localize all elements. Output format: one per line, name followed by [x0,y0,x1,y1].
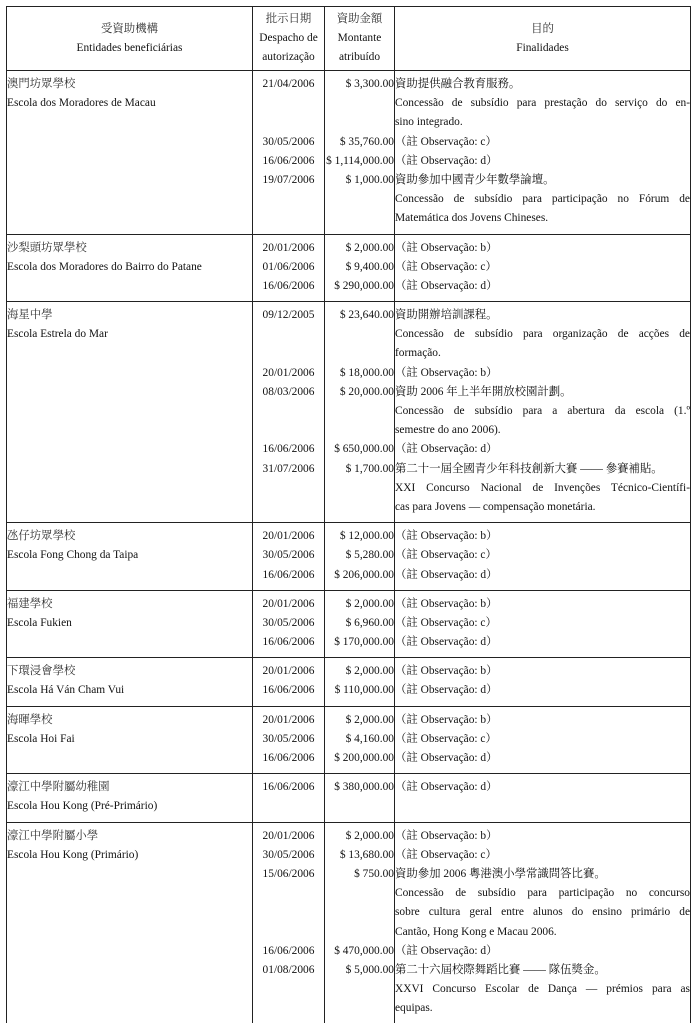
purpose-line: XXVI Concurso Escolar de Dança — prémios para as [395,980,690,999]
grant-date: 30/05/2006 [253,730,324,749]
entity-name-zh: 沙梨頭坊眾學校 [7,239,252,258]
table-row [7,774,691,822]
grant-date: 20/01/2006 [253,662,324,681]
grant-date: 20/01/2006 [253,364,324,383]
header-date [253,7,325,71]
date-cell [253,71,325,235]
purpose-line: （註 Observação: d） [395,277,690,296]
purpose-line: （註 Observação: c） [395,614,690,633]
purpose-line: （註 Observação: d） [395,566,690,585]
purpose-line: （註 Observação: b） [395,239,690,258]
grant-amount: $ 9,400.00 [325,258,394,277]
grant-amount: $ 12,000.00 [325,527,394,546]
grant-date: 01/06/2006 [253,258,324,277]
entity-name-zh: 氹仔坊眾學校 [7,527,252,546]
grant-date: 15/06/2006 [253,865,324,884]
header-amount-pt2: atribuído [327,48,392,67]
entity-name-pt: Escola Hou Kong (Pré-Primário) [7,797,252,816]
purpose-line: （註 Observação: c） [395,258,690,277]
entity-name-pt: Escola Hou Kong (Primário) [7,846,252,865]
grant-date: 30/05/2006 [253,846,324,865]
purpose-line: （註 Observação: b） [395,595,690,614]
grant-date: 16/06/2006 [253,440,324,459]
grant-amount: $ 20,000.00 [325,383,394,402]
purpose-line: （註 Observação: b） [395,662,690,681]
grant-date: 20/01/2006 [253,711,324,730]
date-cell [253,658,325,706]
entity-name-pt: Escola dos Moradores do Bairro do Patane [7,258,252,277]
header-date-pt2: autorização [255,48,322,67]
purpose-cell [395,774,691,822]
entity-cell [7,774,253,822]
grant-amount: $ 2,000.00 [325,595,394,614]
purpose-line: （註 Observação: d） [395,633,690,652]
purpose-line: （註 Observação: d） [395,749,690,768]
entity-cell [7,71,253,235]
header-entities-zh: 受資助機構 [9,20,250,39]
table-row [7,234,691,302]
purpose-line: （註 Observação: d） [395,942,690,961]
date-cell [253,590,325,658]
entity-name-zh: 海暉學校 [7,711,252,730]
table-row [7,302,691,523]
purpose-line: （註 Observação: b） [395,364,690,383]
purpose-line: formação. [395,344,690,363]
amount-cell [325,822,395,1023]
amount-cell [325,774,395,822]
entity-cell [7,658,253,706]
entity-cell [7,590,253,658]
grant-amount: $ 380,000.00 [325,778,394,797]
grant-amount: $ 650,000.00 [325,440,394,459]
purpose-line: 資助開辦培訓課程。 [395,306,690,325]
grant-amount: $ 750.00 [325,865,394,884]
entity-name-pt: Escola Hoi Fai [7,730,252,749]
grant-amount: $ 18,000.00 [325,364,394,383]
table-row [7,706,691,774]
entity-name-zh: 濠江中學附屬小學 [7,827,252,846]
date-cell [253,822,325,1023]
table-row [7,523,691,591]
grant-amount: $ 4,160.00 [325,730,394,749]
purpose-line: 第二十一屆全國青少年科技創新大賽 —— 參賽補貼。 [395,460,690,479]
grant-amount: $ 2,000.00 [325,662,394,681]
grants-table [6,6,691,1023]
header-amount-zh: 資助金額 [327,10,392,29]
purpose-cell [395,71,691,235]
purpose-line: （註 Observação: d） [395,152,690,171]
purpose-line: XXI Concurso Nacional de Invenções Técnico-Científi- [395,479,690,498]
grant-amount: $ 35,760.00 [325,133,394,152]
purpose-line: 資助參加 2006 粵港澳小學常識問答比賽。 [395,865,690,884]
amount-cell [325,523,395,591]
purpose-line: Concessão de subsídio para organização de acções de [395,325,690,344]
amount-cell [325,658,395,706]
grant-date: 16/06/2006 [253,749,324,768]
entity-cell [7,523,253,591]
grant-date: 16/06/2006 [253,277,324,296]
purpose-line: Concessão de subsídio para participação no Fórum de [395,190,690,209]
grant-amount: $ 13,680.00 [325,846,394,865]
grant-amount: $ 290,000.00 [325,277,394,296]
entity-name-pt: Escola Fong Chong da Taipa [7,546,252,565]
grant-amount: $ 470,000.00 [325,942,394,961]
grant-amount: $ 110,000.00 [325,681,394,700]
grant-amount: $ 2,000.00 [325,827,394,846]
grant-amount: $ 2,000.00 [325,239,394,258]
grant-amount: $ 1,700.00 [325,460,394,479]
grant-amount: $ 23,640.00 [325,306,394,325]
grant-amount: $ 5,280.00 [325,546,394,565]
grant-amount: $ 170,000.00 [325,633,394,652]
amount-cell [325,706,395,774]
date-cell [253,234,325,302]
purpose-line: （註 Observação: b） [395,827,690,846]
purpose-line: （註 Observação: b） [395,711,690,730]
grant-amount: $ 206,000.00 [325,566,394,585]
purpose-line: Concessão de subsídio para a abertura da escola (1.º [395,402,690,421]
grant-date: 01/08/2006 [253,961,324,980]
date-cell [253,523,325,591]
entity-name-pt: Escola Há Ván Cham Vui [7,681,252,700]
purpose-cell [395,302,691,523]
purpose-line: （註 Observação: c） [395,846,690,865]
entity-cell [7,234,253,302]
purpose-line: Matemática dos Jovens Chineses. [395,209,690,228]
grant-date: 20/01/2006 [253,827,324,846]
grant-amount: $ 2,000.00 [325,711,394,730]
header-entities [7,7,253,71]
grant-date: 16/06/2006 [253,681,324,700]
date-cell [253,706,325,774]
entity-name-pt: Escola Estrela do Mar [7,325,252,344]
grant-amount: $ 3,300.00 [325,75,394,94]
grant-amount: $ 6,960.00 [325,614,394,633]
header-purpose [395,7,691,71]
grant-date: 20/01/2006 [253,527,324,546]
entity-name-zh: 澳門坊眾學校 [7,75,252,94]
header-purpose-zh: 目的 [397,20,688,39]
purpose-line: Concessão de subsídio para prestação do serviço do en- [395,94,690,113]
purpose-line: （註 Observação: b） [395,527,690,546]
grant-date: 30/05/2006 [253,133,324,152]
grant-amount: $ 1,000.00 [325,171,394,190]
purpose-cell [395,658,691,706]
grant-date: 21/04/2006 [253,75,324,94]
amount-cell [325,590,395,658]
entity-cell [7,302,253,523]
header-date-zh: 批示日期 [255,10,322,29]
amount-cell [325,302,395,523]
table-row [7,590,691,658]
entity-cell [7,706,253,774]
grant-date: 16/06/2006 [253,942,324,961]
purpose-cell [395,822,691,1023]
table-row [7,71,691,235]
entity-cell [7,822,253,1023]
grant-date: 30/05/2006 [253,546,324,565]
purpose-line: cas para Jovens — compensação monetária. [395,498,690,517]
grant-date: 09/12/2005 [253,306,324,325]
grant-date: 19/07/2006 [253,171,324,190]
grant-amount: $ 200,000.00 [325,749,394,768]
grant-date: 31/07/2006 [253,460,324,479]
purpose-line: sobre cultura geral entre alunos do ensino primário de [395,903,690,922]
entity-name-zh: 福建學校 [7,595,252,614]
purpose-line: （註 Observação: c） [395,133,690,152]
header-row [7,7,691,71]
table-body [7,71,691,1023]
amount-cell [325,71,395,235]
purpose-line: 資助參加中國青少年數學論壇。 [395,171,690,190]
table-row [7,658,691,706]
grant-date: 20/01/2006 [253,239,324,258]
purpose-line: equipas. [395,999,690,1018]
date-cell [253,302,325,523]
grant-date: 16/06/2006 [253,633,324,652]
grant-date: 30/05/2006 [253,614,324,633]
grant-date: 16/06/2006 [253,778,324,797]
header-amount [325,7,395,71]
purpose-line: sino integrado. [395,113,690,132]
date-cell [253,774,325,822]
entity-name-pt: Escola dos Moradores de Macau [7,94,252,113]
purpose-line: （註 Observação: c） [395,546,690,565]
purpose-line: （註 Observação: d） [395,681,690,700]
purpose-cell [395,590,691,658]
grant-date: 08/03/2006 [253,383,324,402]
table-row [7,822,691,1023]
header-amount-pt1: Montante [327,29,392,48]
purpose-line: Cantão, Hong Kong e Macau 2006. [395,923,690,942]
entity-name-pt: Escola Fukien [7,614,252,633]
grant-date: 16/06/2006 [253,152,324,171]
grant-amount: $ 1,114,000.00 [325,152,394,171]
purpose-line: （註 Observação: d） [395,778,690,797]
purpose-line: 第二十六屆校際舞蹈比賽 —— 隊伍獎金。 [395,961,690,980]
entity-name-zh: 海星中學 [7,306,252,325]
purpose-line: （註 Observação: c） [395,730,690,749]
purpose-line: （註 Observação: d） [395,440,690,459]
entity-name-zh: 下環浸會學校 [7,662,252,681]
purpose-line: Concessão de subsídio para participação no concurso [395,884,690,903]
purpose-line: 資助 2006 年上半年開放校園計劃。 [395,383,690,402]
header-purpose-pt: Finalidades [397,39,688,58]
header-date-pt1: Despacho de [255,29,322,48]
purpose-line: 資助提供融合教育服務。 [395,75,690,94]
header-entities-pt: Entidades beneficiárias [9,39,250,58]
grant-amount: $ 5,000.00 [325,961,394,980]
purpose-cell [395,706,691,774]
amount-cell [325,234,395,302]
grant-date: 20/01/2006 [253,595,324,614]
purpose-line: semestre do ano 2006). [395,421,690,440]
purpose-cell [395,523,691,591]
grant-date: 16/06/2006 [253,566,324,585]
purpose-cell [395,234,691,302]
entity-name-zh: 濠江中學附屬幼稚園 [7,778,252,797]
